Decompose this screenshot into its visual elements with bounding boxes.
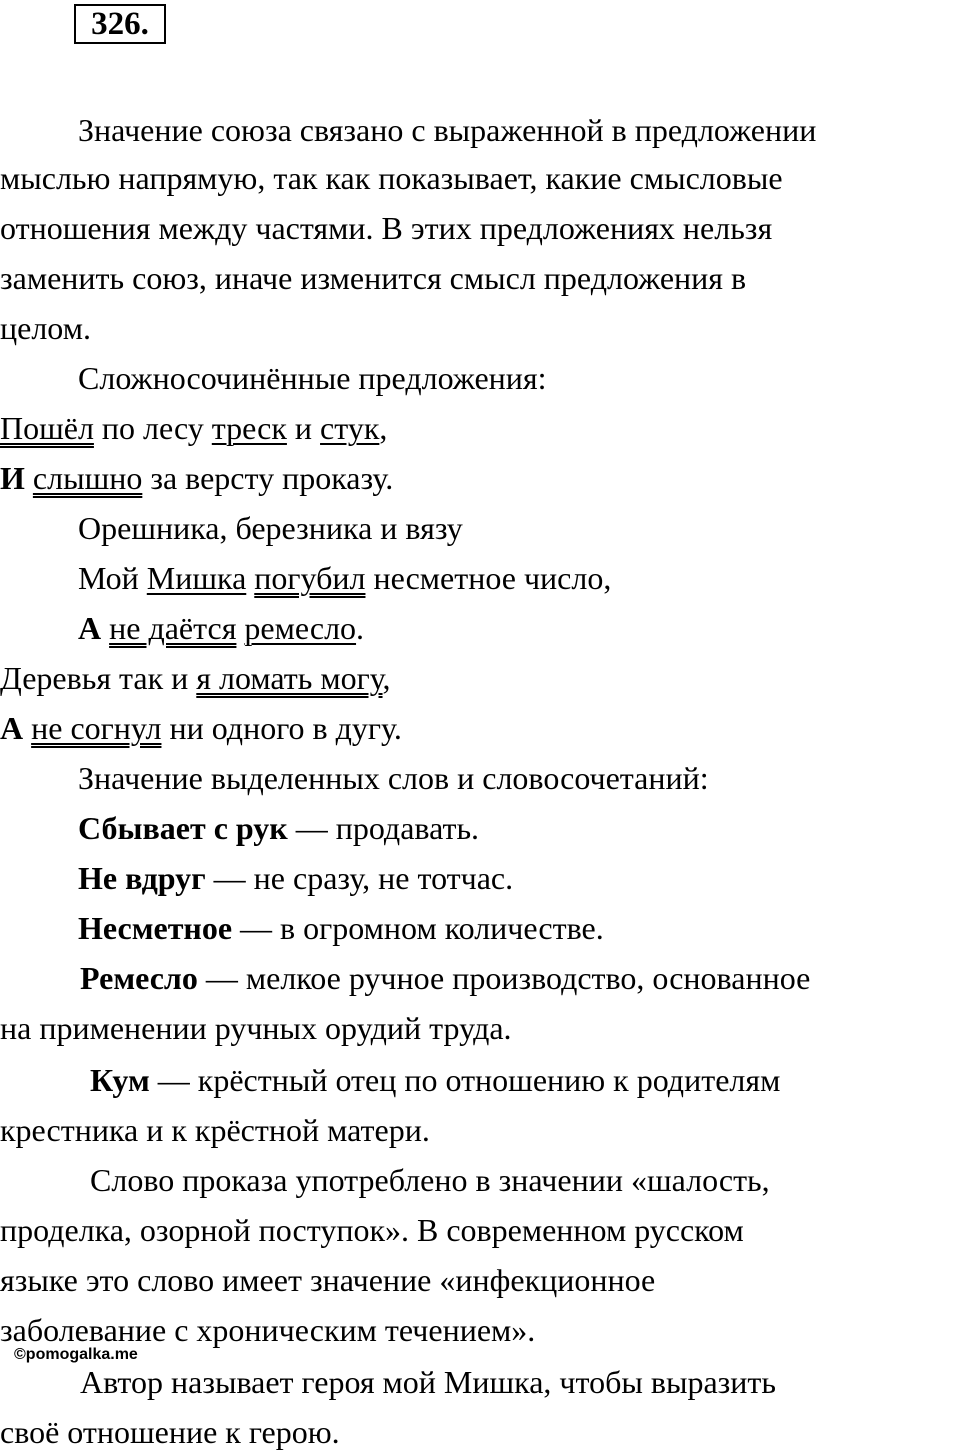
poem-text: [23, 710, 31, 746]
predicate-word: не согнул: [31, 710, 162, 746]
vocab-definition: — продавать.: [287, 810, 480, 846]
prokaza-line-2: проделка, озорной поступок». В современном русском: [0, 1212, 744, 1248]
vocab-term: Ремесло: [80, 960, 198, 996]
vocab-definition: — в огромном количестве.: [232, 910, 604, 946]
prokaza-line-3: языке это слово имеет значение «инфекционное: [0, 1262, 656, 1298]
vocab-definition: — мелкое ручное производство, основанное: [197, 960, 811, 996]
poem-text: ,: [379, 410, 388, 446]
subject-word: треск: [211, 410, 287, 446]
poem-line-4: [0, 560, 960, 596]
intro-line-1: Значение союза связано с выраженной в предложении: [78, 112, 817, 148]
vocab-term: Не вдруг: [78, 860, 206, 896]
vocab-entry-2: [0, 860, 960, 896]
intro-line-4: заменить союз, иначе изменится смысл предложения в: [0, 260, 747, 296]
vocab-definition: — крёстный отец по отношению к родителям: [149, 1062, 781, 1098]
poem-text: ,: [382, 660, 391, 696]
vocab-definition: — не сразу, не тотчас.: [205, 860, 514, 896]
vocab-heading: Значение выделенных слов и словосочетаний:: [78, 760, 709, 796]
poem-line-1: [0, 410, 960, 446]
poem-line-7: [0, 710, 960, 746]
subject-word: стук: [320, 410, 380, 446]
author-line-1: Автор называет героя мой Мишка, чтобы выразить: [80, 1364, 776, 1400]
poem-text: и: [286, 410, 321, 446]
poem-text: .: [356, 610, 365, 646]
intro-line-3: отношения между частями. В этих предложениях нельзя: [0, 210, 773, 246]
vocab-entry-4-cont: на применении ручных орудий труда.: [0, 1010, 512, 1046]
vocab-term: Кум: [90, 1062, 150, 1098]
poem-text: [25, 460, 33, 496]
exercise-number: 326.: [74, 4, 166, 44]
author-line-2: своё отношение к герою.: [0, 1414, 340, 1450]
poem-text: несметное число,: [365, 560, 612, 596]
vocab-entry-4: [0, 960, 960, 996]
conjunction: А: [78, 610, 102, 646]
predicate-word: Пошёл: [0, 410, 94, 446]
poem-line-2: [0, 460, 960, 496]
poem-heading: Сложносочинённые предложения:: [78, 360, 547, 396]
watermark: ©pomogalka.me: [14, 1346, 138, 1363]
vocab-term: Сбывает с рук: [78, 810, 288, 846]
vocab-entry-1: [0, 810, 960, 846]
poem-text: ни одного в дугу.: [161, 710, 402, 746]
subject-word: ремесло: [244, 610, 357, 646]
poem-text: по лесу: [93, 410, 212, 446]
vocab-entry-5-cont: крестника и к крёстной матери.: [0, 1112, 430, 1148]
vocab-entry-3: [0, 910, 960, 946]
predicate-word: слышно: [32, 460, 143, 496]
poem-text: Мой: [78, 560, 147, 596]
predicate-word: погубил: [254, 560, 366, 596]
poem-text: Деревья так и: [0, 660, 197, 696]
poem-line-3: Орешника, березника и вязу: [78, 510, 463, 546]
vocab-entry-5: [0, 1062, 960, 1098]
poem-line-5: [0, 610, 960, 646]
intro-line-5: целом.: [0, 310, 91, 346]
predicate-word: я ломать могу: [196, 660, 383, 696]
intro-line-2: мыслью напрямую, так как показывает, какие смысловые: [0, 160, 783, 196]
prokaza-line-1: Слово проказа употреблено в значении «шалость,: [90, 1162, 770, 1198]
poem-text: [101, 610, 109, 646]
conjunction: И: [0, 460, 25, 496]
predicate-word: не даётся: [109, 610, 237, 646]
prokaza-line-4: заболевание с хроническим течением».: [0, 1312, 536, 1348]
poem-line-6: [0, 660, 960, 696]
conjunction: А: [0, 710, 24, 746]
vocab-term: Несметное: [78, 910, 233, 946]
poem-text: за версту проказу.: [142, 460, 394, 496]
subject-word: Мишка: [146, 560, 247, 596]
